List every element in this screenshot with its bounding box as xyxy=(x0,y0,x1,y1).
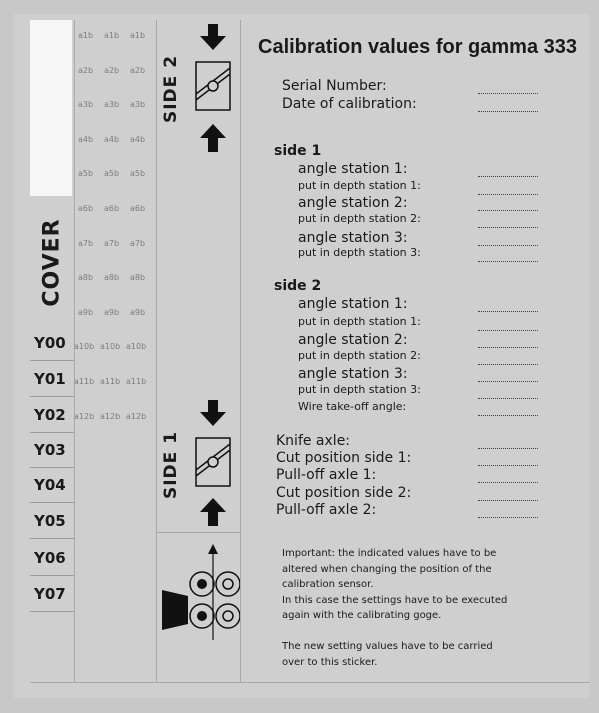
calibration-gauge-icon xyxy=(196,438,230,486)
cover-blank-box xyxy=(30,20,72,196)
note-line: over to this sticker. xyxy=(282,656,378,668)
tab-y01: Y01 xyxy=(30,361,74,397)
field-label: angle station 1: xyxy=(298,161,408,177)
arrow-up-icon xyxy=(200,124,226,152)
axle-field-label: Cut position side 2: xyxy=(276,485,412,501)
cover-label-text: COVER xyxy=(39,218,65,307)
grid-code: a9b xyxy=(130,307,146,317)
value-blank-line xyxy=(478,226,538,228)
field-label: put in depth station 1: xyxy=(298,179,421,192)
value-blank-line xyxy=(478,447,538,449)
field-label: put in depth station 1: xyxy=(298,315,421,328)
value-blank-line xyxy=(478,464,538,466)
grid-code: a2b xyxy=(78,65,94,75)
row-divider xyxy=(156,532,240,533)
grid-code: a6b xyxy=(130,204,146,213)
tab-y03: Y03 xyxy=(30,432,74,468)
field-label: Wire take-off angle: xyxy=(298,400,407,413)
grid-code: a8b xyxy=(78,273,94,283)
side-1-label xyxy=(156,420,186,510)
feed-block-icon xyxy=(162,590,188,630)
axle-field-label: Pull-off axle 2: xyxy=(276,502,377,518)
row-divider xyxy=(30,682,590,683)
grid-code: a6b xyxy=(78,204,94,213)
field-label: put in depth station 3: xyxy=(298,383,421,396)
value-blank-line xyxy=(478,260,538,262)
note-line: again with the calibrating goge. xyxy=(282,610,442,622)
grid-code: a1b xyxy=(78,31,94,40)
arrow-up-icon xyxy=(200,498,226,526)
tab-y00: Y00 xyxy=(30,325,74,361)
grid-code: a2b xyxy=(104,65,120,75)
side-1-diagram xyxy=(192,398,236,528)
tab-y05: Y05 xyxy=(30,503,74,539)
cover-label xyxy=(30,210,74,315)
roller-icon xyxy=(190,572,240,628)
value-blank-line xyxy=(478,310,538,312)
grid-code: a3b xyxy=(130,100,146,110)
note-line: altered when changing the position of the xyxy=(282,563,492,575)
grid-code: a4b xyxy=(130,134,146,144)
value-blank-line xyxy=(478,481,538,483)
value-blank-line xyxy=(478,346,538,348)
value-blank-line xyxy=(478,516,538,518)
grid-code: a1b xyxy=(130,31,146,40)
grid-code: a10b xyxy=(74,342,95,352)
side-1-label-text: SIDE 1 xyxy=(161,430,182,500)
grid-code: a4b xyxy=(78,134,94,144)
field-label: put in depth station 2: xyxy=(298,349,421,362)
field-label: angle station 3: xyxy=(298,230,408,246)
form-title: Calibration values for gamma 333 xyxy=(258,36,578,58)
grid-code: a11b xyxy=(100,377,121,386)
axle-field-label: Pull-off axle 1: xyxy=(276,467,377,483)
grid-code: a9b xyxy=(78,307,94,317)
grid-code: a4b xyxy=(104,134,120,144)
axle-field-label: Knife axle: xyxy=(276,433,351,449)
grid-code: a2b xyxy=(130,65,146,75)
side-2-label-text: SIDE 2 xyxy=(161,54,182,124)
note-line: The new setting values have to be carried xyxy=(282,640,493,652)
tab-y07: Y07 xyxy=(30,576,74,612)
field-label: angle station 2: xyxy=(298,195,408,211)
value-blank-line xyxy=(478,175,538,177)
column-divider xyxy=(240,20,241,682)
roller-machine-diagram xyxy=(158,540,240,650)
value-blank-line xyxy=(478,244,538,246)
grid-code: a12b xyxy=(126,411,147,421)
value-blank-line xyxy=(478,209,538,211)
value-blank-line xyxy=(478,193,538,195)
grid-code: a7b xyxy=(78,238,94,248)
grid-code: a12b xyxy=(100,411,121,421)
grid-code: a6b xyxy=(104,204,120,213)
value-blank-line xyxy=(478,414,538,416)
section-heading-side-2: side 2 xyxy=(274,278,322,294)
grid-code: a5b xyxy=(130,169,146,179)
grid-code: a5b xyxy=(104,169,120,179)
grid-code: a10b xyxy=(100,342,121,352)
field-label: angle station 3: xyxy=(298,366,408,382)
tab-y02: Y02 xyxy=(30,397,74,433)
value-blank-line xyxy=(478,363,538,365)
calibration-gauge-icon xyxy=(196,62,230,110)
field-label: put in depth station 2: xyxy=(298,212,421,225)
calibration-date-label: Date of calibration: xyxy=(282,96,417,112)
grid-code: a11b xyxy=(74,377,95,386)
side-2-label xyxy=(156,44,186,134)
note-line: calibration sensor. xyxy=(282,579,374,591)
arrow-down-icon xyxy=(200,400,226,426)
value-blank-line xyxy=(478,329,538,331)
axle-field-label: Cut position side 1: xyxy=(276,450,412,466)
important-note xyxy=(282,546,562,670)
field-label: angle station 2: xyxy=(298,332,408,348)
note-line: Important: the indicated values have to be xyxy=(282,548,497,559)
value-blank-line xyxy=(478,397,538,399)
tab-y04: Y04 xyxy=(30,467,74,503)
grid-code: a7b xyxy=(130,238,146,248)
arrow-down-icon xyxy=(200,24,226,50)
note-line: In this case the settings have to be executed xyxy=(282,594,508,606)
field-label: angle station 1: xyxy=(298,296,408,312)
field-label: put in depth station 3: xyxy=(298,246,421,259)
grid-code: a3b xyxy=(104,100,120,110)
grid-code: a11b xyxy=(126,377,147,386)
grid-code: a9b xyxy=(104,307,120,317)
tab-y06: Y06 xyxy=(30,540,74,576)
section-heading-side-1: side 1 xyxy=(274,143,322,159)
grid-code: a10b xyxy=(126,342,147,352)
grid-code: a12b xyxy=(74,411,95,421)
value-blank-line xyxy=(478,110,538,112)
serial-number-label: Serial Number: xyxy=(282,78,387,94)
grid-code: a3b xyxy=(78,100,94,110)
value-blank-line xyxy=(478,380,538,382)
side-2-diagram xyxy=(192,22,236,160)
grid-code: a8b xyxy=(130,273,146,283)
grid-code: a5b xyxy=(78,169,94,179)
grid-code: a1b xyxy=(104,31,120,40)
value-blank-line xyxy=(478,92,538,94)
value-blank-line xyxy=(478,499,538,501)
grid-code: a7b xyxy=(104,238,120,248)
grid-code: a8b xyxy=(104,273,120,283)
